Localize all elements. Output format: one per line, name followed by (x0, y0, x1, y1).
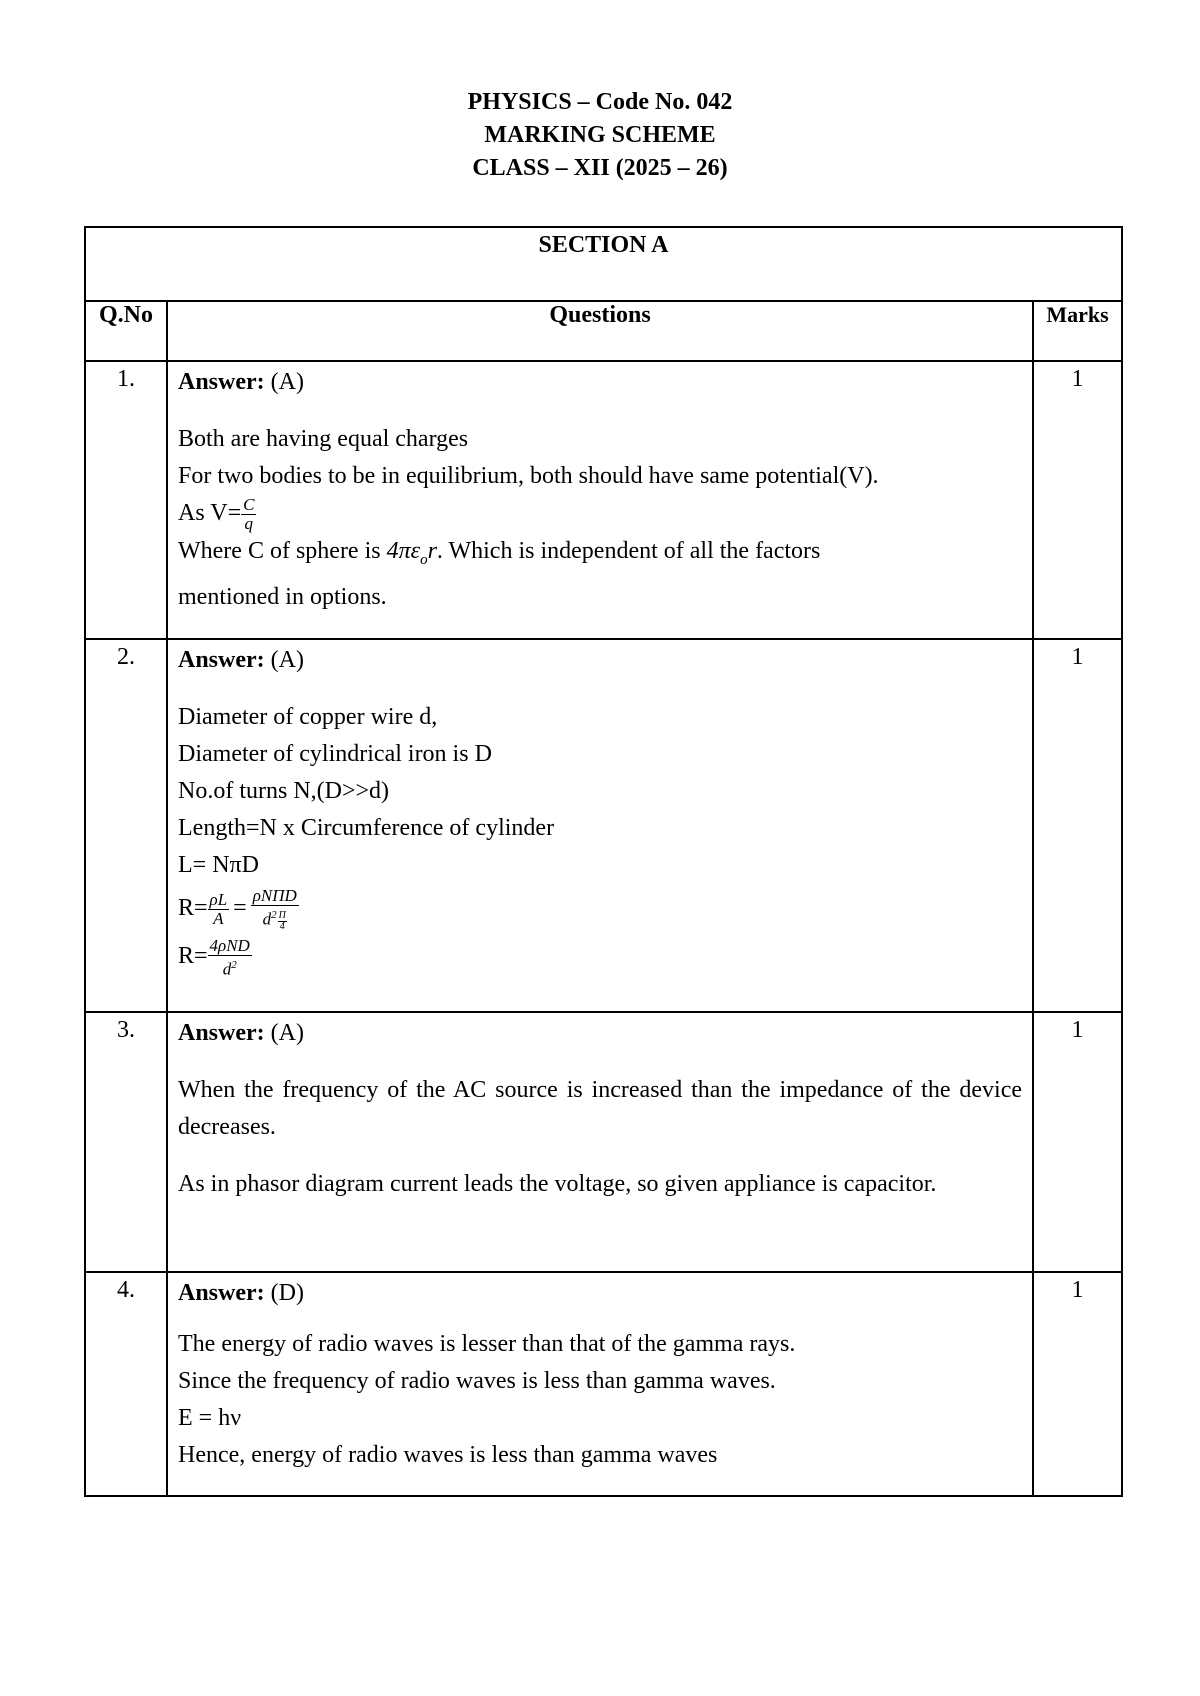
equals-sign: = (233, 895, 247, 921)
denominator-exponent: 2 (271, 909, 277, 922)
inner-denominator: 4 (279, 920, 285, 932)
question-number: 3. (85, 1012, 167, 1272)
document-header (0, 86, 1200, 185)
table-header-row (85, 301, 1122, 361)
denominator-base: d (222, 959, 232, 979)
marks-value: 1 (1033, 361, 1122, 639)
fraction-numerator: C (243, 494, 255, 514)
answer-line (178, 364, 1022, 401)
answer-value: (A) (270, 1020, 304, 1046)
explanation-line: The energy of radio waves is lesser than that of the gamma rays. (178, 1331, 796, 1357)
explanation-paragraph: As in phasor diagram current leads the voltage, so given appliance is capacitor. (178, 1171, 937, 1197)
answer-label: Answer: (178, 647, 265, 673)
question-number: 1. (85, 361, 167, 639)
explanation-line: Length=N x Circumference of cylinder (178, 815, 555, 841)
marks-value: 1 (1033, 1272, 1122, 1496)
fraction-numerator: ρL (209, 889, 228, 909)
inner-fraction (278, 911, 287, 932)
question-number: 4. (85, 1272, 167, 1496)
marks-value: 1 (1033, 1012, 1122, 1272)
inner-numerator: Π (278, 909, 286, 921)
answer-value: (D) (270, 1280, 304, 1306)
column-header-qno: Q.No (85, 301, 167, 361)
column-header-marks: Marks (1033, 301, 1122, 361)
scheme-title: MARKING SCHEME (484, 122, 716, 148)
column-header-questions: Questions (167, 301, 1033, 361)
explanation-line: Diameter of cylindrical iron is D (178, 741, 492, 767)
explanation-line: mentioned in options. (178, 583, 387, 610)
answer-label: Answer: (178, 1020, 265, 1046)
answer-cell (167, 361, 1033, 639)
explanation-line: Hence, energy of radio waves is less than gamma waves (178, 1442, 718, 1468)
formula-line: E = hν (178, 1405, 242, 1431)
explanation-paragraph: When the frequency of the AC source is increased than the impedance of the device decreases. (178, 1077, 1022, 1140)
denominator-exponent: 2 (231, 958, 237, 971)
marking-scheme-table (84, 226, 1123, 1497)
fraction-numerator: 4ρND (209, 935, 250, 955)
table-row (85, 1012, 1122, 1272)
class-title: CLASS – XII (2025 – 26) (472, 155, 728, 181)
math-subscript: o (420, 551, 428, 568)
text-span: . Which is independent of all the factors (436, 537, 821, 564)
formula-prefix: R= (178, 943, 208, 969)
answer-label: Answer: (178, 369, 265, 395)
fraction-denominator (251, 906, 299, 931)
table-row (85, 1272, 1122, 1496)
formula-line (178, 932, 1022, 980)
answer-label: Answer: (178, 1280, 265, 1306)
explanation-line: Since the frequency of radio waves is less than gamma waves. (178, 1368, 776, 1394)
denominator-base: d (262, 910, 272, 930)
explanation-line: For two bodies to be in equilibrium, both should have same potential(V). (178, 463, 879, 489)
answer-line (178, 1275, 1022, 1312)
fraction (208, 891, 230, 928)
explanation-line: Diameter of copper wire d, (178, 704, 438, 730)
table-row (85, 361, 1122, 639)
question-number: 2. (85, 639, 167, 1012)
formula-prefix: As V= (178, 500, 242, 526)
formula-line (178, 884, 1022, 932)
marks-value: 1 (1033, 639, 1122, 1012)
fraction-numerator: ρNΠD (252, 886, 297, 906)
explanation-line (178, 533, 1022, 579)
section-title: SECTION A (85, 227, 1122, 301)
math-span: r (427, 537, 437, 564)
math-span: 4πε (386, 537, 421, 564)
text-span: Where C of sphere is (178, 537, 387, 564)
formula-prefix: R= (178, 895, 208, 921)
answer-line (178, 1015, 1022, 1052)
answer-cell (167, 639, 1033, 1012)
formula-line (178, 495, 1022, 533)
fraction (251, 887, 299, 931)
fraction-denominator: A (213, 908, 224, 928)
fraction (208, 937, 252, 979)
explanation-line: No.of turns N,(D>>d) (178, 778, 390, 804)
explanation-line: L= NπD (178, 852, 259, 878)
table-row (85, 639, 1122, 1012)
explanation-line: Both are having equal charges (178, 426, 469, 452)
answer-value: (A) (270, 369, 304, 395)
subject-title: PHYSICS – Code No. 042 (467, 89, 733, 115)
answer-cell (167, 1272, 1033, 1496)
fraction (241, 496, 256, 533)
answer-line (178, 642, 1022, 679)
answer-value: (A) (270, 647, 304, 673)
fraction-denominator (208, 956, 252, 979)
answer-cell (167, 1012, 1033, 1272)
fraction-denominator: q (244, 513, 254, 533)
